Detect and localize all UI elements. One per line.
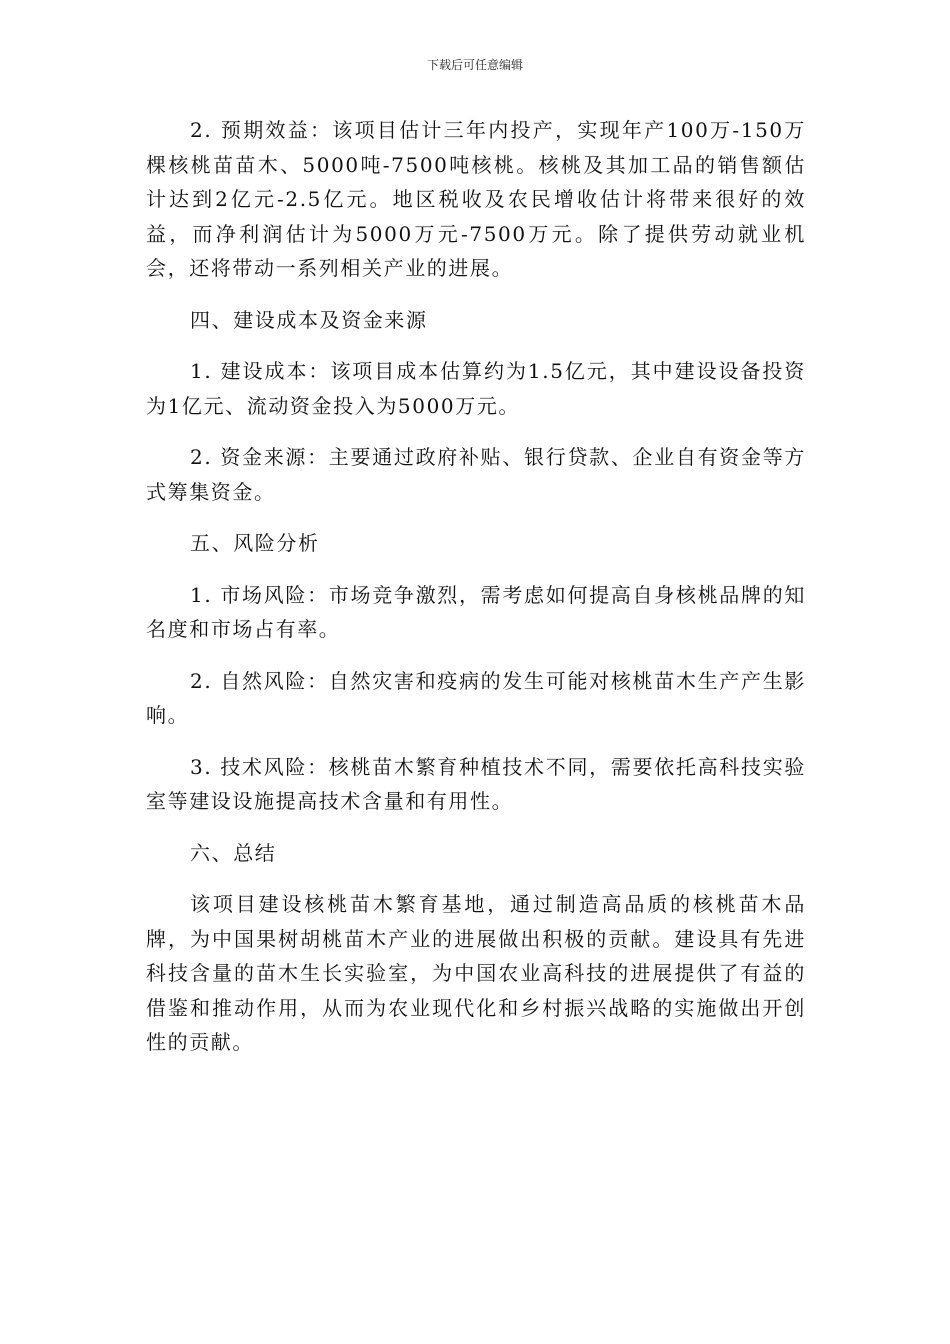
paragraph-market-risk: 1. 市场风险：市场竞争激烈，需考虑如何提高自身核桃品牌的知名度和市场占有率。 [146, 582, 806, 641]
paragraph-construction-cost: 1. 建设成本：该项目成本估算约为1.5亿元，其中建设设备投资为1亿元、流动资金投入为5000万元。 [146, 359, 806, 418]
section-heading-summary: 六、总结 [190, 840, 277, 865]
paragraph-natural-risk: 2. 自然风险：自然灾害和疫病的发生可能对核桃苗木生产产生影响。 [146, 668, 806, 727]
section-heading-construction-cost: 四、建设成本及资金来源 [190, 307, 428, 332]
section-heading-risk-analysis: 五、风险分析 [190, 531, 320, 555]
document-body [146, 113, 806, 1077]
paragraph-technical-risk: 3. 技术风险：核桃苗木繁育种植技术不同，需要依托高科技实验室等建设设施提高技术含量和有用性。 [146, 754, 806, 813]
paragraph-funding-source: 2. 资金来源：主要通过政府补贴、银行贷款、企业自有资金等方式筹集资金。 [146, 445, 806, 504]
paragraph-expected-benefits: 2. 预期效益：该项目估计三年内投产，实现年产100万-150万棵核桃苗苗木、5000吨-7500吨核桃。核桃及其加工品的销售额估计达到2亿元-2.5亿元。地区税收及农民增收估计将带来很好的效益，而净利润估计为5000万元-7500万元。除了提供劳动就业机会，还将带动一系列相关产业的进展。 [146, 118, 806, 280]
page-header: 下载后可任意编辑 [426, 58, 523, 72]
paragraph-summary: 该项目建设核桃苗木繁育基地，通过制造高品质的核桃苗木品牌，为中国果树胡桃苗木产业的进展做出积极的贡献。建设具有先进科技含量的苗木生长实验室，为中国农业高科技的进展提供了有益的借鉴和推动作用，从而为农业现代化和乡村振兴战略的实施做出开创性的贡献。 [146, 892, 806, 1054]
